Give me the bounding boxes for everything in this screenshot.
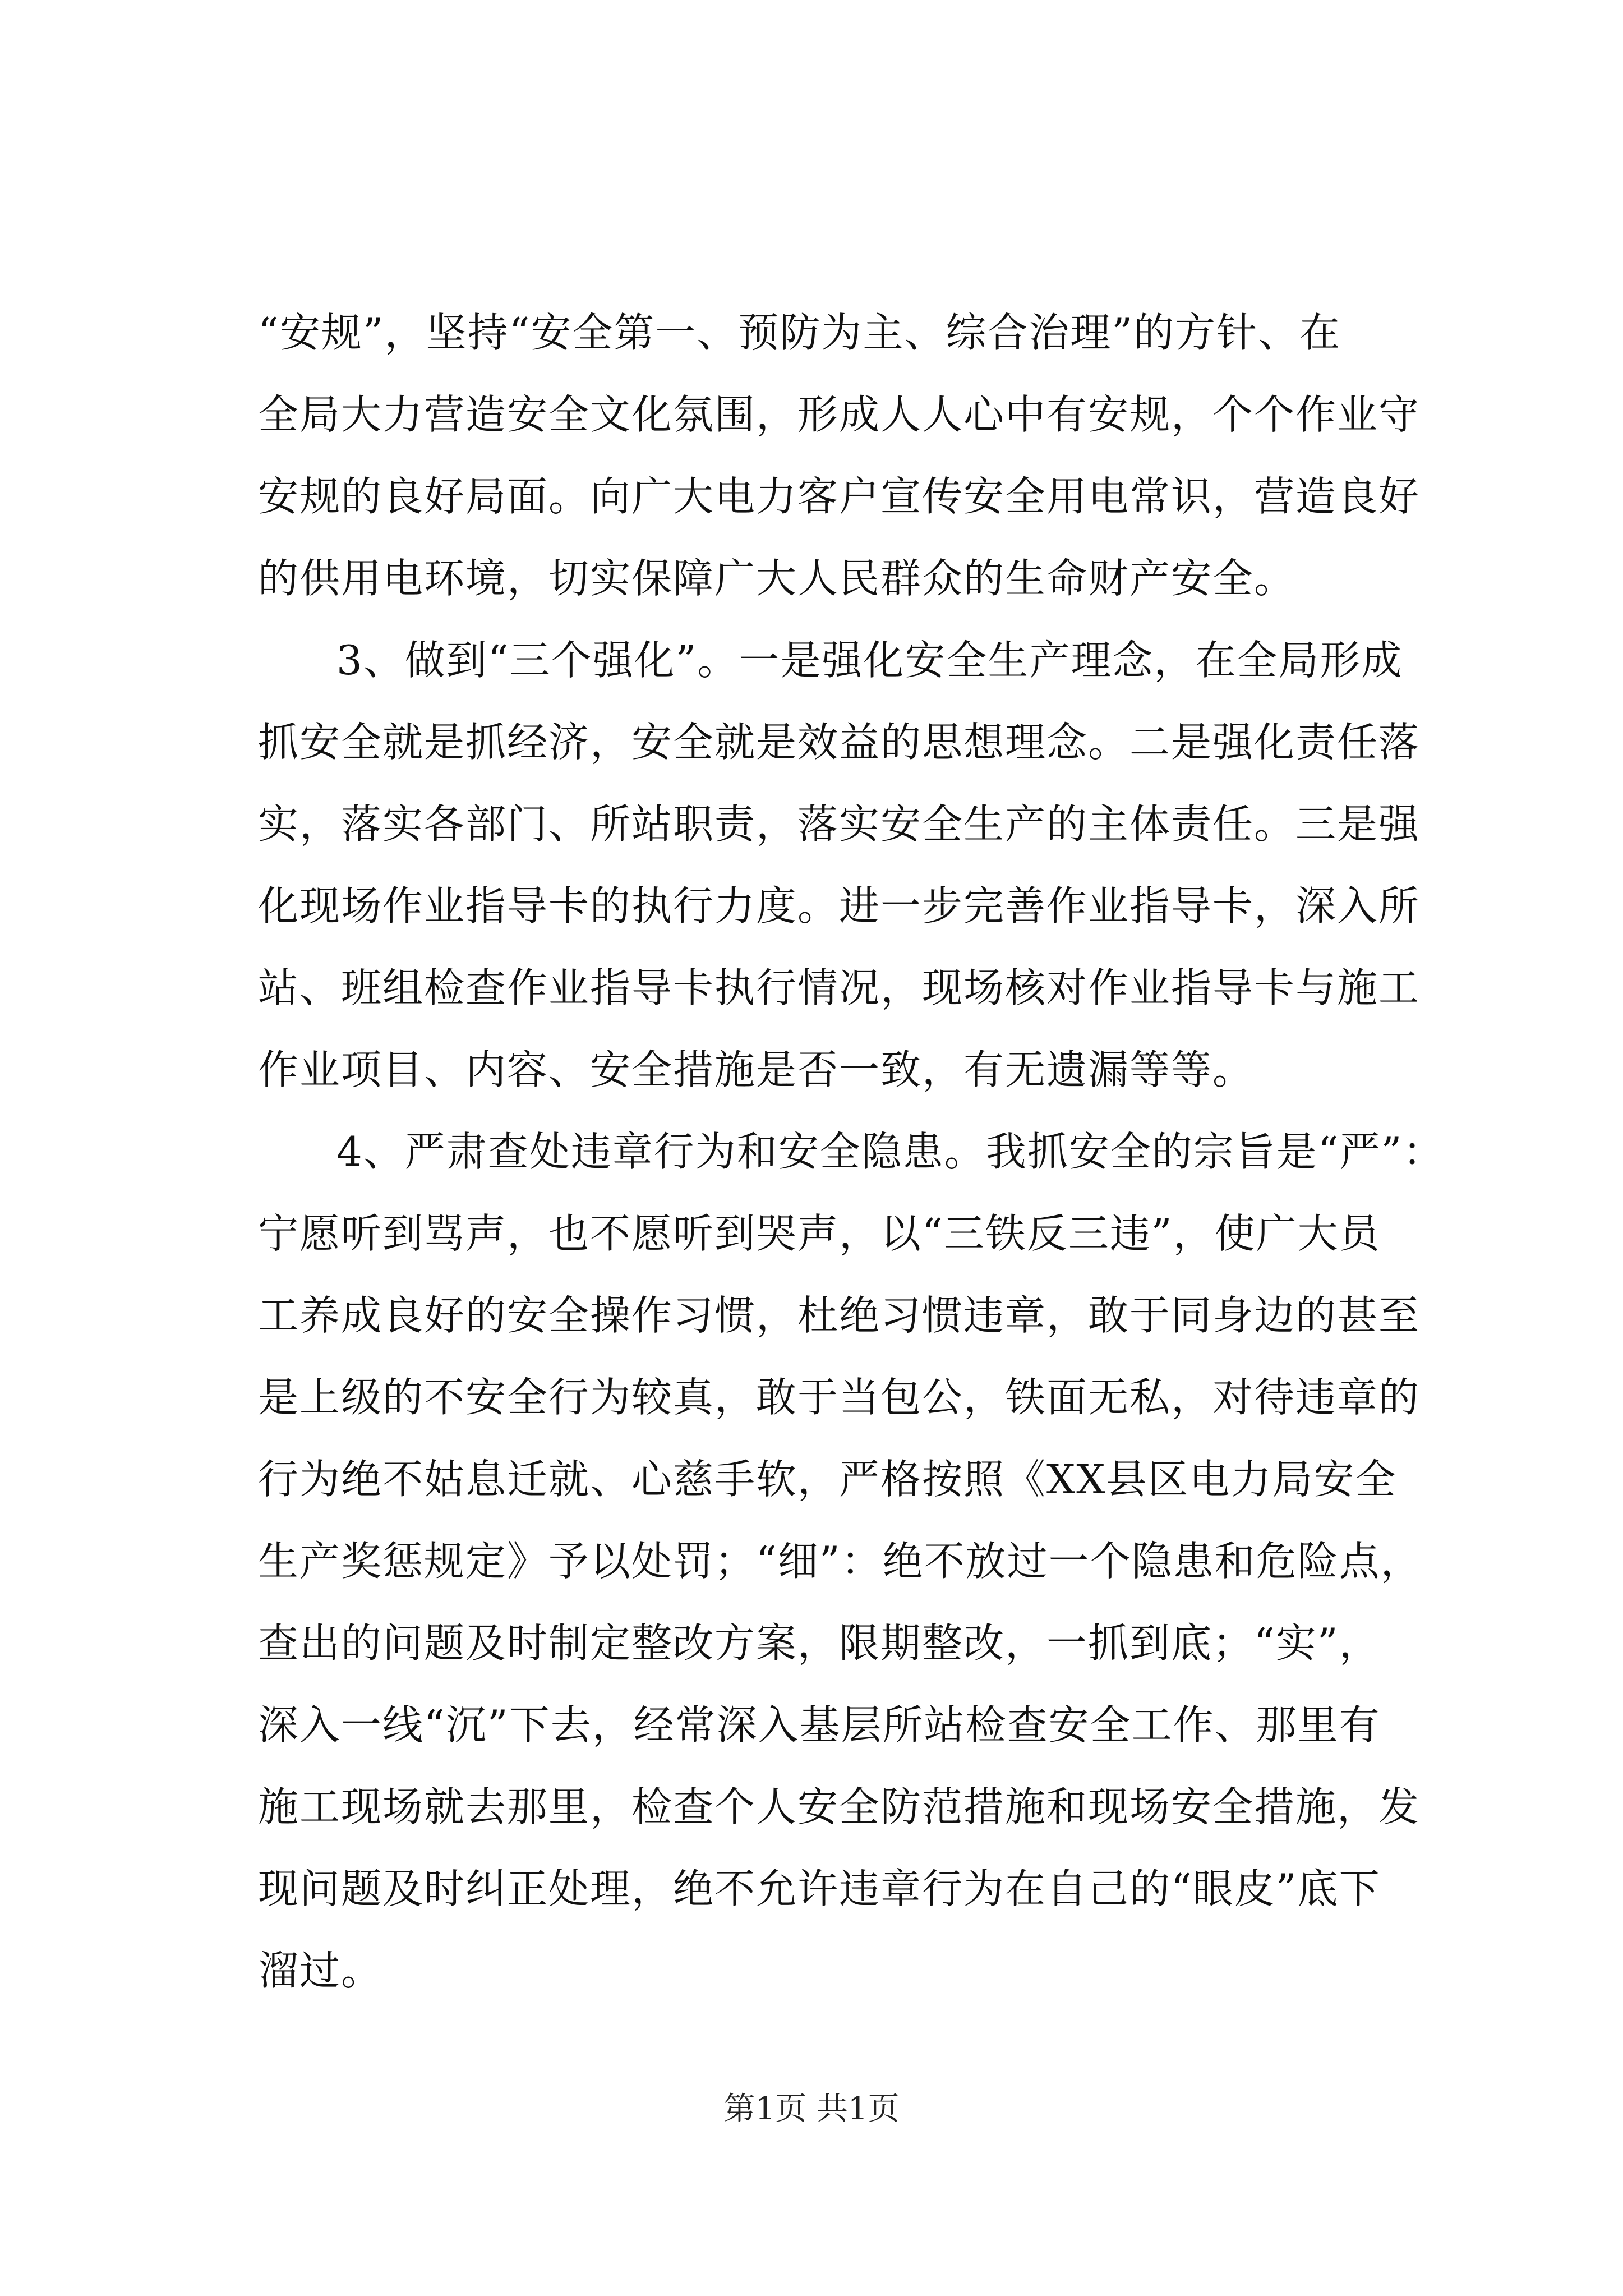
paragraph-line: 宁愿听到骂声，也不愿听到哭声，以“三铁反三违”，使广大员 [258, 1210, 1381, 1257]
paragraph-line: 工养成良好的安全操作习惯，杜绝习惯违章，敢于同身边的甚至 [258, 1292, 1421, 1339]
paragraph-line: 深入一线“沉”下去，经常深入基层所站检查安全工作、那里有 [258, 1701, 1381, 1749]
paragraph-line: 查出的问题及时制定整改方案，限期整改，一抓到底；“实”， [258, 1619, 1381, 1667]
paragraph-line: 抓安全就是抓经济，安全就是效益的思想理念。二是强化责任落 [258, 719, 1421, 766]
paragraph-line: “安规”，坚持“安全第一、预防为主、综合治理”的方针、在 [258, 309, 1341, 356]
paragraph-line: 全局大力营造安全文化氛围，形成人人心中有安规，个个作业守 [258, 391, 1421, 438]
paragraph-line: 4、严肃查处违章行为和安全隐患。我抓安全的宗旨是“严”： [336, 1128, 1445, 1175]
paragraph-line: 站、班组检查作业指导卡执行情况，现场核对作业指导卡与施工 [258, 964, 1421, 1011]
paragraph-line: 现问题及时纠正处理，绝不允许违章行为在自己的“眼皮”底下 [258, 1865, 1381, 1912]
paragraph-line: 作业项目、内容、安全措施是否一致，有无遗漏等等。 [258, 1046, 1255, 1093]
paragraph-line: 实，落实各部门、所站职责，落实安全生产的主体责任。三是强 [258, 800, 1421, 848]
paragraph-line: 3、做到“三个强化”。一是强化安全生产理念，在全局形成 [336, 637, 1403, 684]
paragraph-line: 生产奖惩规定》予以处罚；“细”：绝不放过一个隐患和危险点， [258, 1538, 1422, 1585]
paragraph-line: 施工现场就去那里，检查个人安全防范措施和现场安全措施，发 [258, 1783, 1421, 1830]
paragraph-line: 安规的良好局面。向广大电力客户宣传安全用电常识，营造良好 [258, 473, 1421, 520]
paragraph-line: 溜过。 [258, 1947, 383, 1994]
paragraph-line: 行为绝不姑息迁就、心慈手软，严格按照《XX县区电力局安全 [258, 1456, 1397, 1503]
paragraph-line: 化现场作业指导卡的执行力度。进一步完善作业指导卡，深入所 [258, 882, 1421, 930]
paragraph-line: 是上级的不安全行为较真，敢于当包公，铁面无私，对待违章的 [258, 1374, 1421, 1421]
paragraph-line: 的供用电环境，切实保障广大人民群众的生命财产安全。 [258, 555, 1296, 602]
page-number-footer: 第1页 共1页 [723, 2091, 900, 2127]
